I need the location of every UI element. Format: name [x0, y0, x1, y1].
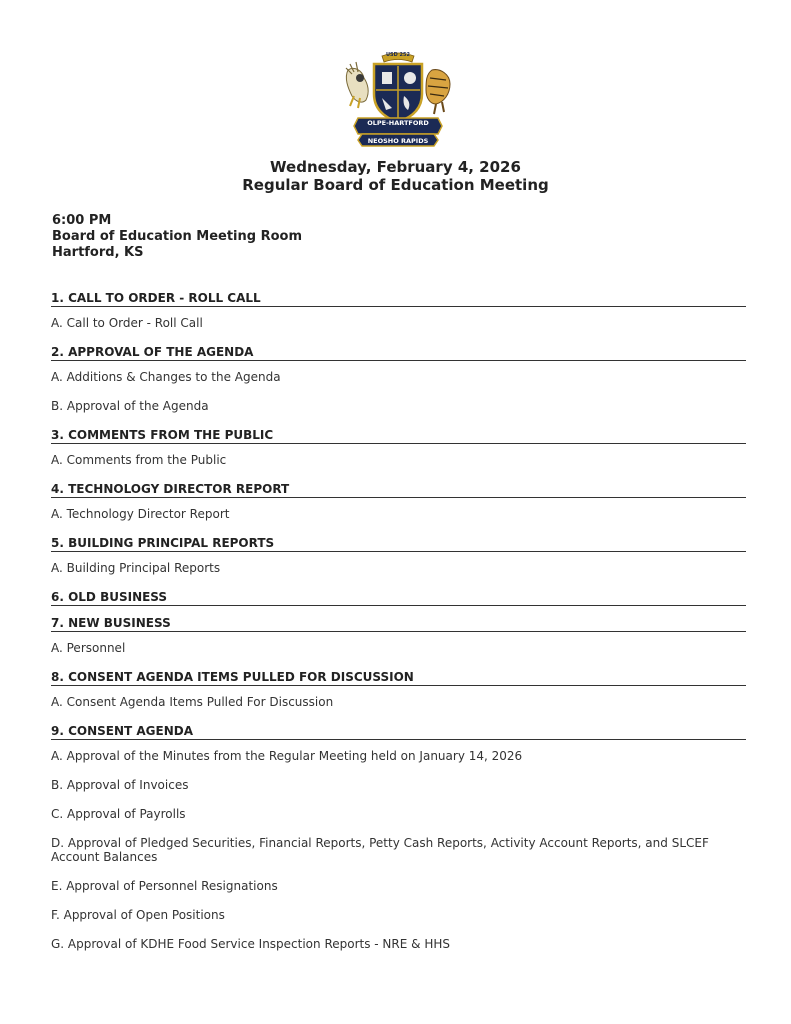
- agenda-section: [51, 590, 746, 606]
- agenda-item: G. Approval of KDHE Food Service Inspection Reports - NRE & HHS: [51, 937, 450, 951]
- section-heading: 8. CONSENT AGENDA ITEMS PULLED FOR DISCUSSION: [51, 670, 746, 686]
- agenda-item: A. Personnel: [51, 641, 126, 655]
- logo-banner-top: OLPE-HARTFORD: [367, 119, 429, 127]
- meeting-location: Board of Education Meeting Room: [52, 229, 303, 244]
- agenda-section: [51, 536, 746, 575]
- tiger-icon: [426, 70, 450, 114]
- section-heading: 7. NEW BUSINESS: [51, 616, 746, 632]
- agenda-section: [51, 616, 746, 655]
- agenda-section: [51, 724, 746, 951]
- agenda-section: [51, 291, 746, 330]
- agenda-item: A. Approval of the Minutes from the Regular Meeting held on January 14, 2026: [51, 749, 523, 763]
- agenda-item: C. Approval of Payrolls: [51, 807, 186, 821]
- section-heading: 3. COMMENTS FROM THE PUBLIC: [51, 428, 746, 444]
- eagle-icon: [346, 62, 368, 108]
- agenda-section: [51, 428, 746, 467]
- logo-banner-bottom: NEOSHO RAPIDS: [367, 137, 429, 145]
- section-heading: 1. CALL TO ORDER - ROLL CALL: [51, 291, 746, 307]
- agenda-item: A. Comments from the Public: [51, 453, 227, 467]
- agenda-item: A. Additions & Changes to the Agenda: [51, 370, 281, 384]
- agenda-item: D. Approval of Pledged Securities, Financial Reports, Petty Cash Reports, Activity Account Reports, and SLCEF Account Balances: [51, 836, 709, 864]
- agenda-item: A. Call to Order - Roll Call: [51, 316, 203, 330]
- agenda-item: A. Technology Director Report: [51, 507, 230, 521]
- logo-top-text: USD 252: [386, 52, 410, 58]
- agenda-item: A. Building Principal Reports: [51, 561, 221, 575]
- district-logo: [340, 48, 456, 148]
- meeting-time: 6:00 PM: [52, 213, 112, 228]
- section-heading: 9. CONSENT AGENDA: [51, 724, 746, 740]
- meeting-title-block: [0, 158, 791, 194]
- section-heading: 5. BUILDING PRINCIPAL REPORTS: [51, 536, 746, 552]
- section-heading: 2. APPROVAL OF THE AGENDA: [51, 345, 746, 361]
- agenda-section: [51, 670, 746, 709]
- agenda-item: A. Consent Agenda Items Pulled For Discussion: [51, 695, 334, 709]
- agenda-item: E. Approval of Personnel Resignations: [51, 879, 278, 893]
- meeting-date: Wednesday, February 4, 2026: [270, 158, 521, 176]
- section-heading: 4. TECHNOLOGY DIRECTOR REPORT: [51, 482, 746, 498]
- meeting-details: [52, 213, 302, 261]
- section-heading: 6. OLD BUSINESS: [51, 590, 746, 606]
- agenda-section: [51, 482, 746, 521]
- agenda-list: [51, 291, 746, 966]
- agenda-section: [51, 345, 746, 413]
- agenda-item: B. Approval of the Agenda: [51, 399, 209, 413]
- agenda-item: B. Approval of Invoices: [51, 778, 189, 792]
- meeting-type: Regular Board of Education Meeting: [242, 176, 549, 194]
- meeting-city: Hartford, KS: [52, 245, 144, 260]
- agenda-item: F. Approval of Open Positions: [51, 908, 225, 922]
